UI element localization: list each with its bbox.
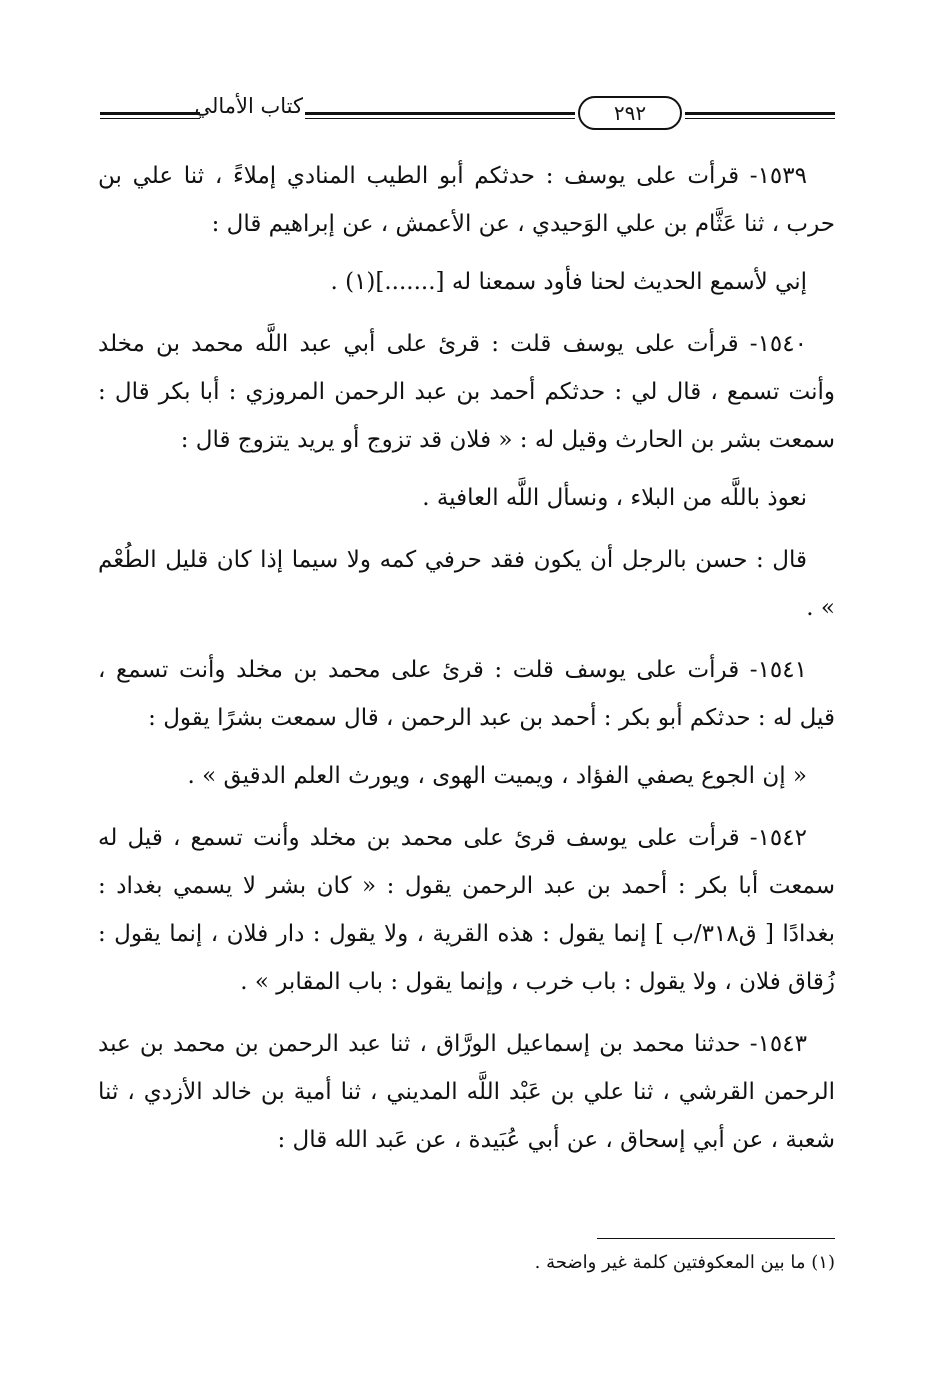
paragraph: ١٥٤٣- حدثنا محمد بن إسماعيل الورَّاق ، ثنا عبد الرحمن بن محمد بن عبد الرحمن القرشي ، ثنا علي بن عَبْد اللَّه المديني ، ثنا أمية بن خالد الأزدي ، ثنا شعبة ، عن أبي إسحاق ، عن أبي عُبَيدة ، عن عَبد الله قال :: [98, 1031, 835, 1153]
footnote-separator: [597, 1238, 835, 1239]
quoted-text: « إن الجوع يصفي الفؤاد ، ويميت الهوى ، ويورث العلم الدقيق » .: [187, 763, 807, 789]
body-text: [98, 152, 835, 1178]
paragraph: ١٥٣٩- قرأت على يوسف : حدثكم أبو الطيب المنادي إملاءً ، ثنا علي بن حرب ، ثنا عَثَّام بن علي الوَحيدي ، عن الأعمش ، عن إبراهيم قال :: [98, 163, 835, 237]
quoted-text: نعوذ باللَّه من البلاء ، ونسأل اللَّه العافية .: [422, 485, 807, 511]
page-number: ٢٩٢: [578, 96, 682, 130]
paragraph: ١٥٤١- قرأت على يوسف قلت : قرئ على محمد بن مخلد وأنت تسمع ، قيل له : حدثكم أبو بكر : أحمد بن عبد الرحمن ، قال سمعت بشرًا يقول :: [98, 657, 835, 731]
quoted-text: إني لأسمع الحديث لحنا فأود سمعنا له [.......](١) .: [330, 269, 807, 295]
entry-1543: [98, 1020, 835, 1164]
entry-1539: [98, 152, 835, 306]
header-rule-middle: [305, 112, 575, 115]
header-rule-right: [685, 112, 835, 115]
footnote-1: (١) ما بين المعكوفتين كلمة غير واضحة .: [534, 1252, 835, 1273]
entry-1540-continued: [98, 536, 835, 632]
paragraph: قال : حسن بالرجل أن يكون فقد حرفي كمه ولا سيما إذا كان قليل الطُعْم » .: [98, 547, 835, 621]
entry-1540: [98, 320, 835, 522]
running-header: [100, 92, 835, 140]
header-rule-left: [100, 112, 200, 115]
entry-1542: [98, 814, 835, 1006]
paragraph: ١٥٤٢- قرأت على يوسف قرئ على محمد بن مخلد وأنت تسمع ، قيل له سمعت أبا بكر : أحمد بن عبد الرحمن يقول : « كان بشر لا يسمي بغداد : بغدادًا [ ق٣١٨/ب ] إنما يقول : هذه القرية ، ولا يقول : دار فلان ، إنما يقول : زُقاق فلان ، ولا يقول : باب خرب ، وإنما يقول : باب المقابر » .: [98, 825, 835, 995]
paragraph: ١٥٤٠- قرأت على يوسف قلت : قرئ على أبي عبد اللَّه محمد بن مخلد وأنت تسمع ، قال لي : حدثكم أحمد بن عبد الرحمن المروزي : أبا بكر قال : سمعت بشر بن الحارث وقيل له : « فلان قد تزوج أو يريد يتزوج قال :: [98, 331, 835, 453]
book-title: كتاب الأمالي: [194, 94, 303, 118]
entry-1541: [98, 646, 835, 800]
